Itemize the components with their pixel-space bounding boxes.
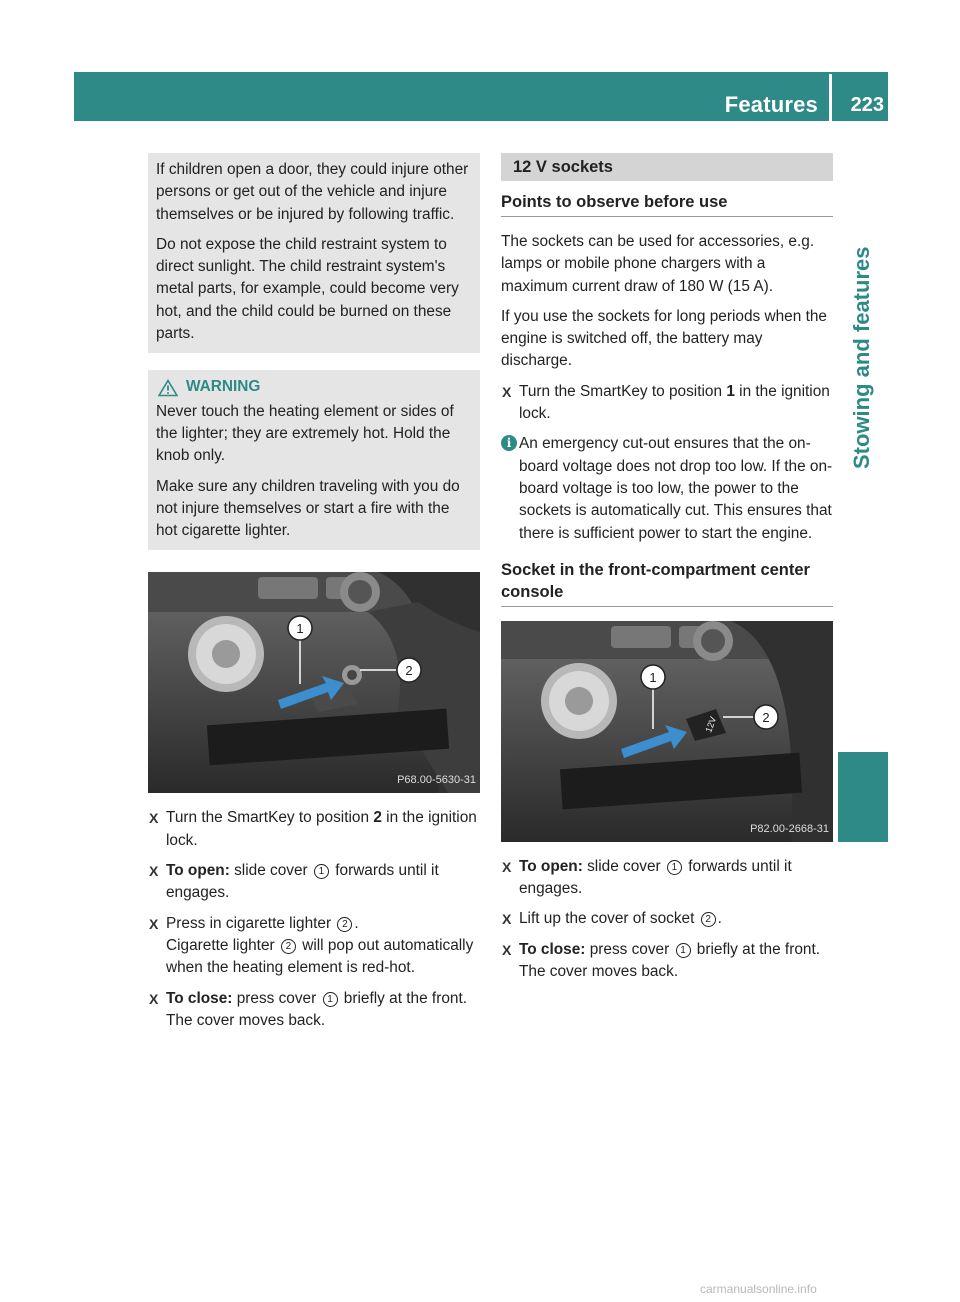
callout-1-icon: 1 (667, 860, 682, 875)
svg-text:1: 1 (649, 669, 657, 685)
subsection-title: Points to observe before use (501, 181, 833, 217)
callout-1-icon: 1 (314, 864, 329, 879)
side-tab-block (838, 752, 888, 842)
note-paragraph: If children open a door, they could injure other persons or get out of the vehicle and injure themselves or be injured by following traffic. (156, 161, 469, 223)
info-note: i An emergency cut-out ensures that the on-board voltage does not drop too low. If the on-board voltage is too low, the power to the sockets is automatically cut. This ensures that there is sufficient power to start the engine. (501, 433, 833, 544)
step-item: X Turn the SmartKey to position 2 in the ignition lock. (149, 809, 477, 849)
lighter-steps (148, 807, 480, 1032)
warning-paragraph: Never touch the heating element or sides of the lighter; they are extremely hot. Hold the knob only. (156, 402, 454, 465)
header-title: Features (724, 92, 818, 117)
step-item: X Press in cigarette lighter 2 . Cigarette lighter 2 will pop out automatically when the heating element is red-hot. (149, 914, 474, 977)
step-marker-icon: X (502, 858, 512, 875)
right-column (501, 153, 833, 991)
note-paragraph: Do not expose the child restraint system to direct sunlight. The child restraint system's metal parts, for example, could become very hot, and the child could be burned on these parts. (156, 235, 459, 343)
callout-1-icon: 1 (323, 992, 338, 1007)
subsection-title: Socket in the front-compartment center console (501, 545, 833, 607)
page-header (74, 72, 888, 121)
callout-2-icon: 2 (281, 939, 296, 954)
svg-text:1: 1 (296, 621, 304, 637)
svg-text:12V: 12V (703, 715, 719, 734)
page-number: 223 (850, 94, 884, 116)
step-item: X To open: slide cover 1 forwards until it engages. (502, 857, 792, 898)
warning-box (148, 370, 480, 550)
step-marker-icon: X (502, 941, 512, 958)
step-item: X Lift up the cover of socket 2 . (501, 908, 833, 930)
warning-triangle-icon (158, 379, 178, 397)
svg-text:2: 2 (762, 709, 770, 725)
step-item: X To close: press cover 1 briefly at the front. The cover moves back. (502, 940, 820, 981)
step-item: X To close: press cover 1 briefly at the front. The cover moves back. (149, 989, 467, 1029)
socket-steps (501, 856, 833, 983)
warning-title: WARNING (186, 378, 261, 396)
paragraph: The sockets can be used for accessories, e.g. lamps or mobile phone chargers with a maximum current draw of 180 W (15 A). (501, 233, 815, 295)
info-icon: i (501, 435, 517, 451)
section-title: 12 V sockets (501, 153, 833, 181)
photo-code: P82.00-2668-31 (750, 822, 829, 835)
photo-code: P68.00-5630-31 (397, 774, 476, 787)
console-illustration (148, 572, 480, 793)
callout-1-icon: 1 (676, 943, 691, 958)
warning-paragraph: Make sure any children traveling with you do not injure themselves or start a fire with the hot cigarette lighter. (156, 477, 460, 540)
callout-2-icon: 2 (701, 912, 716, 927)
step-marker-icon: X (149, 915, 159, 932)
step-marker-icon: X (149, 810, 159, 827)
step-marker-icon: X (502, 383, 512, 400)
step-item: X To open: slide cover 1 forwards until it engages. (149, 862, 439, 902)
step-marker-icon: X (149, 990, 159, 1007)
svg-text:2: 2 (405, 663, 413, 679)
cigarette-lighter-photo (148, 572, 480, 793)
side-tab-label: Stowing and features (849, 246, 874, 469)
console-illustration (501, 621, 833, 842)
callout-2-icon: 2 (337, 917, 352, 932)
child-safety-note (148, 153, 480, 353)
side-tab (838, 121, 888, 1231)
watermark: carmanualsonline.info (700, 1282, 817, 1296)
socket-photo (501, 621, 833, 842)
step-item: X Turn the SmartKey to position 1 in the ignition lock. (502, 382, 830, 423)
paragraph: If you use the sockets for long periods when the engine is switched off, the battery may discharge. (501, 307, 827, 370)
step-marker-icon: X (149, 863, 159, 880)
step-marker-icon: X (502, 911, 512, 928)
header-separator (829, 74, 832, 121)
left-column (148, 153, 480, 1040)
